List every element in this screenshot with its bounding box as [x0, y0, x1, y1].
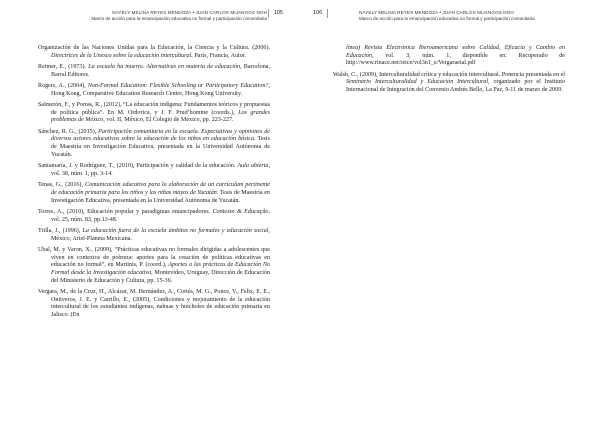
reference-entry	[38, 228, 270, 243]
reference-text: , Barcelona, Barral Editores.	[51, 64, 270, 78]
reference-text: Salmerón, F., y Porras, R., (2012), “La educación indígena: Fundamentos teóricos y propuestas de política pública”. En M. Ordorica, y J. F. Prud’homme (coords.),	[38, 102, 270, 116]
running-header	[91, 10, 267, 22]
page-number: 105	[268, 9, 288, 18]
reference-list	[38, 45, 270, 323]
reference-title: Aula abierta	[237, 163, 269, 170]
reference-text: , vol. II, México, El Colegio de México, pp. 223-227.	[103, 117, 234, 124]
reference-text: , México, Ariel-Planeta Mexicana.	[51, 227, 270, 242]
reference-title: La educación fuera de la escuela ámbitos no formales y educación social	[82, 227, 269, 234]
reference-title: Participación comunitaria en la escuela. Expectativas y opiniones de diversos actores educativos sobre la educación de los niños en educación básica.	[51, 128, 270, 143]
page-number: 106	[308, 9, 328, 18]
reference-list	[333, 45, 565, 98]
reference-entry	[38, 45, 270, 60]
reference-entry	[38, 129, 270, 160]
header-authors: NAYELY MELINA REYES MENDOZA • JUAN CARLOS MIJANGOS NOH	[112, 10, 267, 15]
reference-text: Reimer, E., (1973).	[38, 64, 89, 70]
reference-text: , organizado por el Instituto Internacional de Integración del Convenio Andrés Bello, La Paz, 9-11 de marzo de 2009.	[346, 79, 565, 94]
reference-title: Directrices de la Unesco sobre la educación intercultural.	[51, 52, 193, 59]
reference-text: , Montevideo, Uruguay, Dirección de Educación del Ministerio de Educación y Cultura, pp. 15-36.	[51, 269, 270, 284]
reference-text: Ubal, M. y Varon, X., (2009), “Prácticas educativas no formales dirigidas a adolescentes que viven en contextos de pobreza: aportes para la creación de políticas educativas en educación no formal”, en Martinis, P. (coord.),	[38, 246, 270, 269]
reference-entry	[38, 102, 270, 125]
reference-title: Los grandes problemas de México	[51, 109, 270, 124]
header-title: Marco de acción para la emancipación educativa no formal y participación comunitaria	[359, 16, 535, 21]
reference-text: Tesis de Maestría en Investigación Educativa, presentada en la Universidad Autónoma de Yucatán.	[51, 189, 270, 204]
reference-text: , vol. 3, núm. 1, disponible en: Recuperado de http://www.rinace.net/reice/vol3n1_e/Vergaraetal.pdf	[346, 52, 565, 67]
reference-title: línea) Revista Electrónica Iberoamericana sobre Calidad, Eficacia y Cambio en Educación	[346, 45, 565, 59]
reference-text: Vergara, M., de la Cruz, H., Alcázar, M. Hernández, A., Cortés, M. G., Ponce, V., Felix, E. E., Ontiveros, J. E. y Carrillo, E., (2005), Condiciones y mejoramiento de la educación intercultural de los estudiantes indígenas, nahuas y huicholes de educación primaria en Jalisco. (En	[38, 288, 270, 319]
reference-text: , Hong Kong, Comparative Education Research Centre, Hong Kong University.	[51, 83, 270, 97]
reference-continuation	[333, 45, 565, 68]
reference-text: Tenas, G., (2016),	[38, 182, 86, 189]
reference-title: Seminario Interculturalidad y Educación Intercultural	[346, 79, 489, 86]
reference-entry	[333, 72, 565, 95]
reference-text: Torres, A., (2010), Educación popular y paradigmas emancipadores.	[38, 208, 213, 215]
reference-text: Santamaría, J. y Rodríguez, T., (2010), Participación y calidad de la educación.	[38, 163, 238, 170]
reference-text: , vol. 38, núm. 1, pp. 3-14.	[51, 163, 271, 177]
reference-title: La escuela ha muerto. Alternativas en materia de educación	[88, 64, 241, 70]
reference-entry	[38, 83, 270, 98]
reference-text: Sánchez, R. G., (2015),	[38, 128, 99, 135]
header-authors: NAYELY MELINA REYES MENDOZA • JUAN CARLOS MIJANGOS NOH	[359, 10, 514, 15]
reference-entry	[38, 163, 270, 178]
reference-title: Aportes a las prácticas de Educación No Formal desde la Investigación educativa	[51, 262, 270, 276]
reference-title: Non-Formal Education: Flexible Schooling or Participatory Education?	[87, 83, 269, 89]
reference-entry	[38, 182, 270, 205]
reference-text: París, Francia, Autor.	[192, 52, 246, 59]
running-header	[359, 10, 535, 22]
right-page	[300, 0, 600, 440]
header-title: Marco de acción para la emancipación educativa no formal y participación comunitaria	[91, 16, 267, 21]
reference-text: Organización de las Naciones Unidas para la Educación, la Ciencia y la Cultura. (2006).	[38, 45, 270, 51]
reference-text: Trilla, J., (1996),	[38, 227, 83, 234]
reference-entry	[38, 64, 270, 79]
reference-text: Rogers, A., (2004),	[38, 83, 88, 89]
reference-text: Tesis de Maestría en Investigación Educativa, presentada en la Universidad Autónoma de Yucatán.	[51, 136, 270, 158]
reference-entry	[38, 209, 270, 224]
reference-title: Comunicación educativa para la elaboración de un currículum pertinente de educación primaria para los niños y las niñas mayas de Yucatán.	[51, 182, 271, 196]
reference-text: Walsh, C., (2009), Interculturalidad crítica y educación intercultural. Ponencia presentada en el	[333, 71, 565, 78]
reference-title: Contexto & Educação	[212, 208, 269, 215]
reference-text: , vol. 25, núm. 83, pp.13-48.	[51, 208, 271, 223]
reference-entry	[38, 247, 270, 286]
reference-entry	[38, 289, 270, 320]
